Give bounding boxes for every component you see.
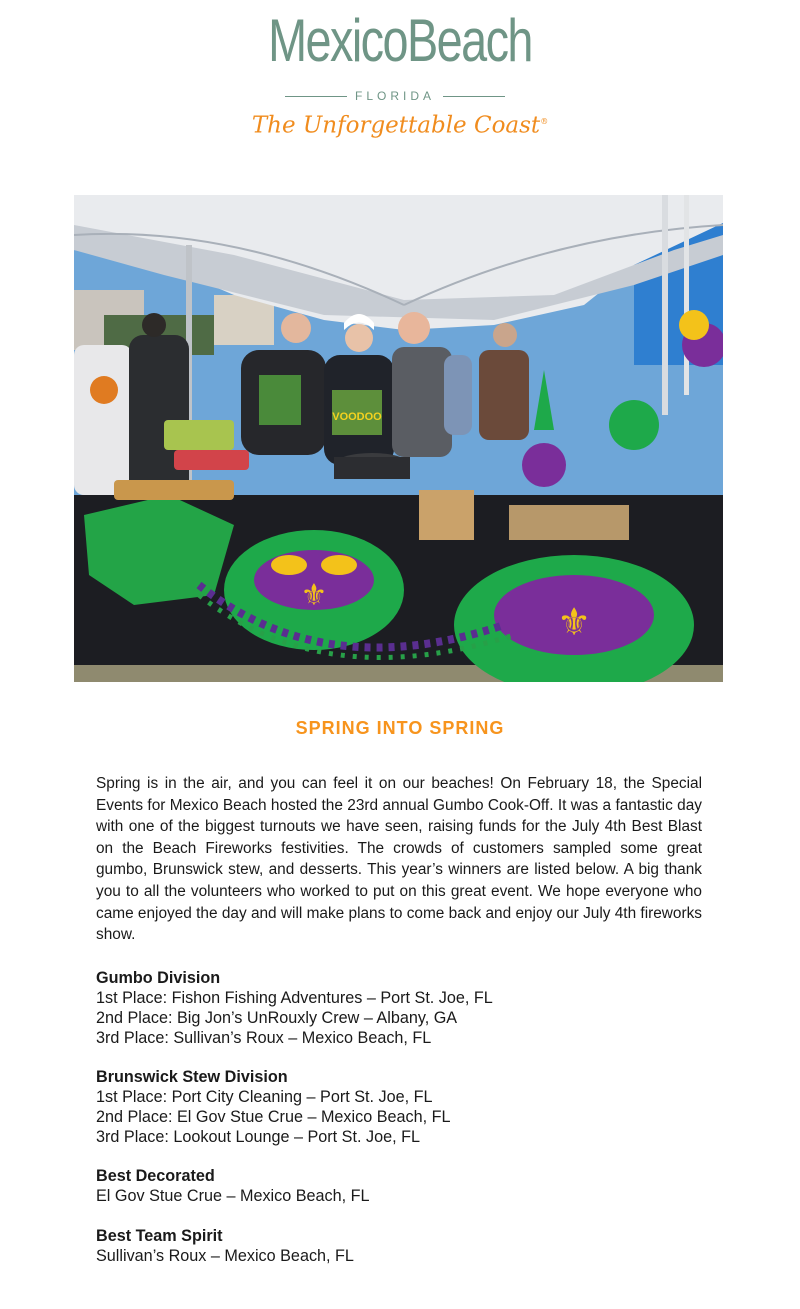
- division-title: Gumbo Division: [96, 969, 221, 987]
- fleur-de-lis-small-icon: ⚜: [300, 578, 328, 613]
- winner-entry: 1st Place: Fishon Fishing Adventures – Port St. Joe, FL: [96, 989, 493, 1007]
- mexico-beach-logo[interactable]: [0, 0, 800, 160]
- winner-entry: El Gov Stue Crue – Mexico Beach, FL: [96, 1187, 370, 1205]
- winner-entry: 1st Place: Port City Cleaning – Port St. Joe, FL: [96, 1088, 433, 1106]
- logo-rule-right: [443, 96, 505, 97]
- fleur-de-lis-icon: ⚜: [556, 600, 592, 644]
- winner-entry: 2nd Place: Big Jon’s UnRouxly Crew – Albany, GA: [96, 1009, 458, 1027]
- division-title: Best Team Spirit: [96, 1227, 223, 1245]
- registered-mark: ®: [540, 117, 549, 126]
- logo-state-line: [285, 89, 505, 103]
- voodoo-sign-text: VOODOO: [332, 411, 382, 423]
- division-title: Best Decorated: [96, 1167, 215, 1185]
- gumbo-division: [96, 968, 716, 1048]
- winner-entry: Sullivan’s Roux – Mexico Beach, FL: [96, 1247, 354, 1265]
- winner-entry: 3rd Place: Lookout Lounge – Port St. Joe, FL: [96, 1128, 420, 1146]
- logo-tagline-text: The Unforgettable Coast: [251, 112, 541, 139]
- article-heading: SPRING INTO SPRING: [295, 718, 505, 738]
- division-title: Brunswick Stew Division: [96, 1068, 288, 1086]
- best-decorated: [96, 1166, 716, 1206]
- logo-rule-left: [285, 96, 347, 97]
- article-intro: Spring is in the air, and you can feel it on our beaches! On February 18, the Special Events for Mexico Beach hosted the 23rd annual Gumbo Cook-Off. It was a fantastic day with one of the biggest turnouts we have seen, raising funds for the July 4th Best Blast on the Beach Fireworks festivities. The crowds of customers sampled some great gumbo, Brunswick stew, and desserts. This year’s winners are listed below. A big thank you to all the volunteers who worked to put on this great event. We hope everyone who came enjoyed the day and will make plans to come back and enjoy our July 4th fireworks show.: [96, 775, 702, 944]
- logo-tagline: [0, 106, 800, 142]
- winner-entry: 2nd Place: El Gov Stue Crue – Mexico Beach, FL: [96, 1108, 451, 1126]
- event-photo: [74, 195, 723, 682]
- brunswick-stew-division: [96, 1067, 716, 1147]
- logo-title: MexicoBeach: [268, 7, 532, 74]
- best-team-spirit: [96, 1226, 716, 1266]
- logo-state: FLORIDA: [355, 89, 436, 103]
- winner-entry: 3rd Place: Sullivan’s Roux – Mexico Beach, FL: [96, 1029, 432, 1047]
